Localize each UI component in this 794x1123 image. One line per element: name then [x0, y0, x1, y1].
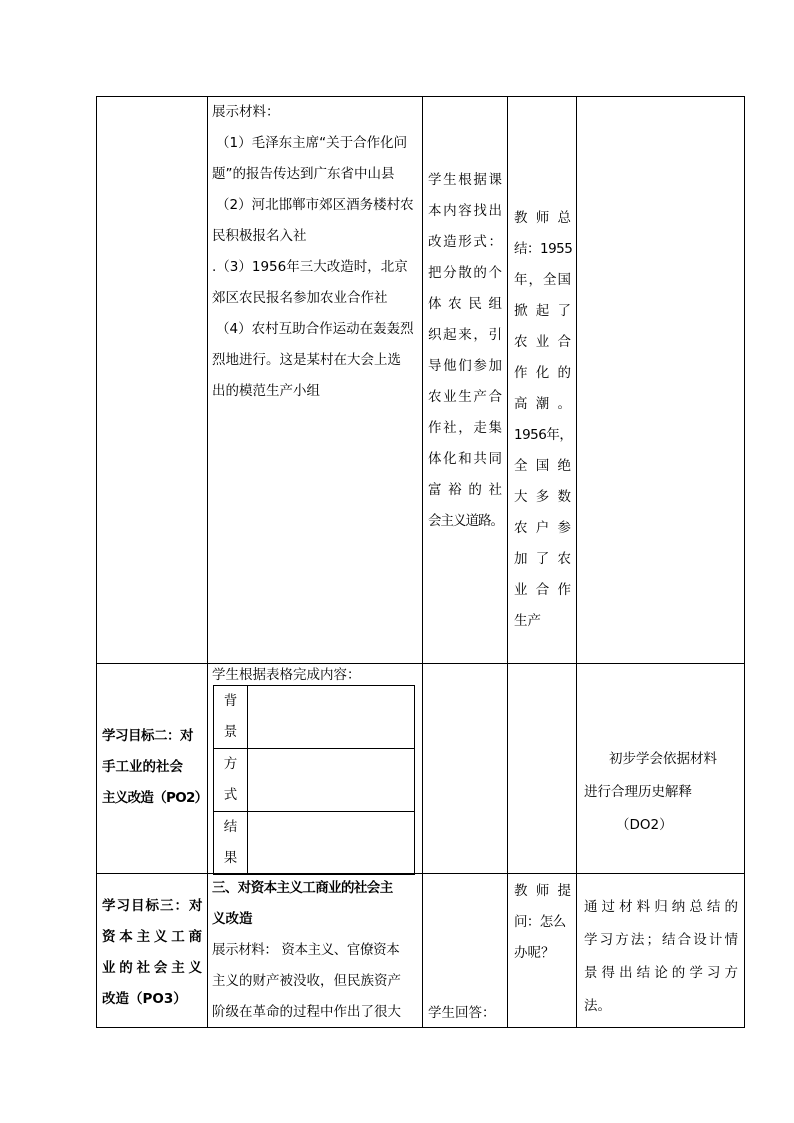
goal-three-cell: [102, 891, 202, 1015]
row2-note-cell: [582, 743, 742, 842]
student-line: 会主义道路。: [428, 513, 503, 529]
materials-line: 阶级在革命的过程中作出了很大: [212, 1004, 401, 1020]
materials-line: 郊区农民报名参加农业合作社: [212, 290, 388, 306]
materials-line: 主义的财产被没收，但民族资产: [212, 973, 401, 989]
student-line: 体农民组: [428, 296, 502, 312]
goal-line: 资本主义工商: [102, 929, 202, 945]
goal-line: 主义改造（PO2）: [102, 790, 208, 806]
row1-materials-cell: [212, 97, 418, 407]
result-answer-field[interactable]: [248, 812, 415, 875]
column-divider-3: [507, 96, 508, 1028]
row1-teacher-cell: [514, 203, 571, 637]
row3-content-cell: [212, 873, 420, 1028]
materials-line: （2）河北邯郸市郊区酒务楼村农: [216, 197, 414, 213]
teacher-line: 问：怎么: [514, 914, 566, 930]
goal-line: 学习目标三：对: [102, 898, 202, 914]
table-bottom-border: [96, 1027, 745, 1028]
teacher-line: 教师提: [514, 883, 571, 899]
table-top-border: [96, 96, 745, 97]
teacher-line: 教师总: [514, 210, 571, 226]
result-label: 结: [223, 819, 238, 835]
student-line: 农业生产合: [428, 389, 502, 405]
student-answer: 学生回答：: [428, 1005, 496, 1021]
student-line: 本内容找出: [428, 203, 502, 219]
method-label: 式: [223, 787, 238, 803]
note-line: 法。: [584, 998, 611, 1014]
goal-line: 改造（PO3）: [102, 991, 187, 1007]
row3-student-cell: [428, 998, 504, 1029]
materials-line: 烈地进行。这是某村在大会上选: [212, 352, 401, 368]
teacher-line: 掀起了: [514, 303, 571, 319]
teacher-line: 农户参: [514, 520, 571, 536]
task-intro: [212, 664, 418, 686]
method-label: 方: [223, 756, 238, 772]
row3-teacher-cell: [514, 876, 571, 969]
background-label-cell: [214, 686, 248, 749]
student-line: 作社，走集: [428, 420, 502, 436]
teacher-line: 加了农: [514, 551, 571, 567]
teacher-line: 作化的: [514, 365, 571, 381]
materials-title: 展示材料：: [212, 104, 280, 120]
teacher-line: 1956年，: [514, 427, 573, 443]
student-line: 学生根据课: [428, 172, 502, 188]
student-line: 织起来，引: [428, 327, 502, 343]
teacher-line: 高潮。: [514, 396, 571, 412]
row3-note-cell: [584, 891, 738, 1023]
column-divider-1: [207, 96, 208, 1028]
goal-line: 业的社会主义: [102, 960, 202, 976]
goal-line: 学习目标二：对: [102, 728, 193, 744]
row1-student-cell: [428, 165, 502, 537]
note-line: （DO2）: [616, 817, 673, 833]
teacher-line: 年，全国: [514, 272, 571, 288]
note-line: 进行合理历史解释: [584, 784, 692, 800]
teacher-line: 全国绝: [514, 458, 571, 474]
student-line: 导他们参加: [428, 358, 502, 374]
materials-line: （1）毛泽东主席“关于合作化问: [216, 135, 408, 151]
materials-line: 题”的报告传达到广东省中山县: [212, 166, 395, 182]
result-label-cell: [214, 812, 248, 875]
note-line: 学习方法；结合设计情: [584, 932, 738, 948]
note-line: 通过材料归纳总结的: [584, 899, 738, 915]
student-line: 富裕的社: [428, 482, 502, 498]
materials-line: （4）农村互助合作运动在轰轰烈: [216, 321, 414, 337]
materials-line: 出的模范生产小组: [212, 383, 320, 399]
background-label: 背: [223, 693, 238, 709]
row-divider-1: [96, 663, 745, 664]
student-line: 体化和共同: [428, 451, 502, 467]
teacher-line: 办呢？: [514, 945, 555, 961]
teacher-line: 结：1955: [514, 241, 573, 257]
column-divider-2: [422, 96, 423, 1028]
note-line: 景得出结论的学习方: [584, 965, 738, 981]
row-divider-2: [96, 873, 745, 874]
column-divider-4: [576, 96, 577, 1028]
background-label: 景: [223, 724, 238, 740]
goal-two-cell: [102, 721, 208, 814]
materials-line: 民积极报名入社: [212, 228, 307, 244]
section-heading: 义改造: [212, 911, 253, 927]
table-right-border: [744, 96, 745, 1028]
background-answer-field[interactable]: [248, 686, 415, 749]
result-label: 果: [223, 850, 238, 866]
note-line: 初步学会依据材料: [609, 751, 717, 767]
student-line: 改造形式：: [428, 234, 502, 250]
method-label-cell: [214, 749, 248, 812]
task-intro-text: 学生根据表格完成内容：: [212, 667, 361, 683]
materials-line: .（3）1956年三大改造时，北京: [212, 259, 408, 275]
teacher-line: 大多数: [514, 489, 571, 505]
teacher-line: 业合作: [514, 582, 571, 598]
section-heading: 三、对资本主义工商业的社会主: [212, 880, 393, 896]
teacher-line: 农业合: [514, 334, 571, 350]
method-answer-field[interactable]: [248, 749, 415, 812]
goal-line: 手工业的社会: [102, 759, 183, 775]
materials-line: 展示材料： 资本主义、官僚资本: [212, 942, 400, 958]
summary-table: [213, 685, 415, 875]
teacher-line: 生产: [514, 613, 541, 629]
table-left-border: [96, 96, 97, 1028]
student-line: 把分散的个: [428, 265, 502, 281]
